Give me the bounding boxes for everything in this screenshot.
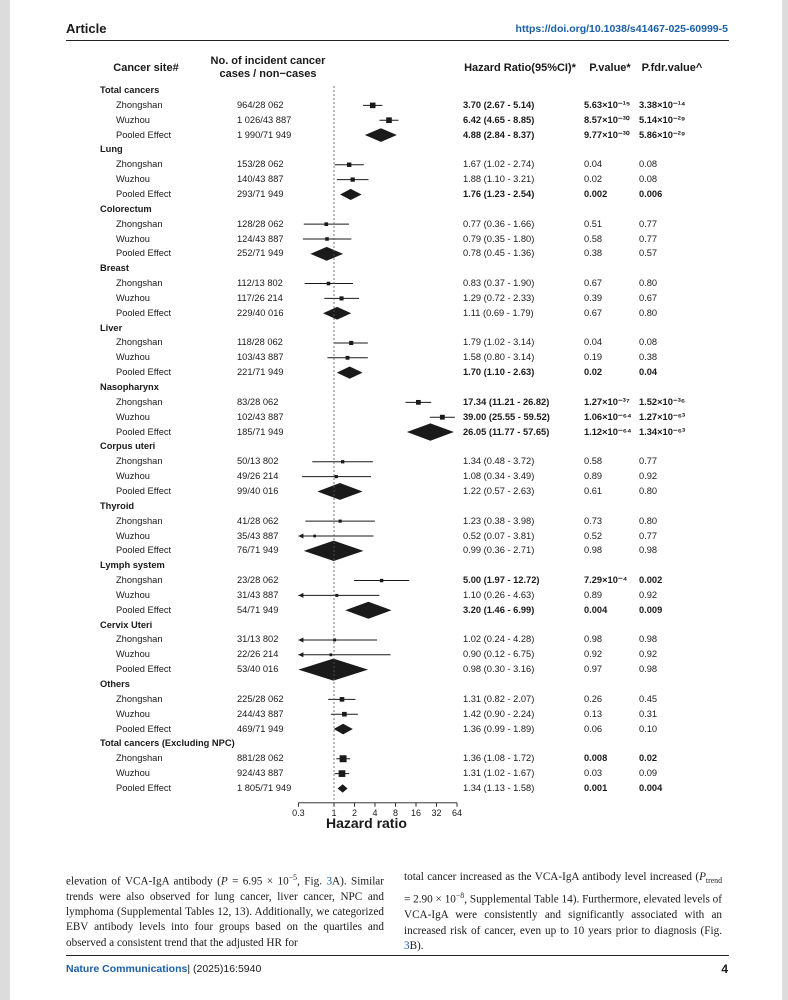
row-label: Wuzhou — [116, 352, 150, 363]
p-value: 0.61 — [584, 485, 603, 496]
hazard-ratio-ci: 0.78 (0.45 - 1.36) — [463, 248, 535, 259]
point-estimate — [339, 770, 346, 777]
hazard-ratio-ci: 1.67 (1.02 - 2.74) — [463, 159, 535, 170]
ci-arrow — [298, 637, 303, 642]
group-name: Others — [100, 679, 130, 689]
point-estimate — [333, 638, 336, 641]
row-label: Wuzhou — [116, 649, 150, 660]
row-label: Zhongshan — [116, 634, 163, 645]
row-label: Pooled Effect — [116, 664, 172, 675]
hazard-ratio-ci: 1.58 (0.80 - 3.14) — [463, 352, 535, 363]
p-fdr-value: 0.77 — [639, 456, 658, 467]
forest-plot — [10, 0, 782, 860]
row-label: Zhongshan — [116, 575, 163, 586]
p-value: 1.27×10⁻³⁷ — [584, 396, 630, 407]
hazard-ratio-ci: 1.23 (0.38 - 3.98) — [463, 515, 535, 526]
hazard-ratio-ci: 0.98 (0.30 - 3.16) — [463, 664, 535, 675]
p-value: 0.26 — [584, 693, 603, 704]
case-count: 54/71 949 — [237, 604, 279, 615]
point-estimate — [330, 653, 333, 656]
pooled-diamond — [365, 128, 397, 142]
case-count: 102/43 887 — [237, 411, 284, 422]
row-label: Wuzhou — [116, 114, 150, 125]
col-header-cases-line2: cases / non−cases — [219, 68, 317, 80]
p-fdr-value: 0.002 — [639, 575, 663, 586]
case-count: 252/71 949 — [237, 248, 284, 259]
point-estimate — [346, 356, 350, 360]
p-value: 0.13 — [584, 708, 603, 719]
p-value: 0.19 — [584, 352, 603, 363]
p-value: 0.51 — [584, 218, 603, 229]
hazard-ratio-ci: 6.42 (4.65 - 8.85) — [463, 114, 535, 125]
group-name: Cervix Uteri — [100, 619, 153, 630]
hazard-ratio-ci: 5.00 (1.97 - 12.72) — [463, 575, 540, 586]
row-label: Pooled Effect — [116, 188, 172, 199]
p-value: 9.77×10⁻³⁰ — [584, 129, 630, 140]
p-fdr-value: 3.38×10⁻¹⁴ — [639, 99, 686, 110]
pooled-diamond — [334, 724, 353, 735]
point-estimate — [386, 117, 392, 123]
col-header-pfdr: P.fdr.value^ — [641, 62, 703, 74]
case-count: 229/40 016 — [237, 307, 284, 318]
p-fdr-value: 0.80 — [639, 515, 658, 526]
p-value: 5.63×10⁻¹⁵ — [584, 99, 631, 110]
p-value: 0.89 — [584, 589, 603, 600]
case-count: 23/28 062 — [237, 575, 279, 586]
hazard-ratio-ci: 26.05 (11.77 - 57.65) — [463, 426, 550, 437]
p-fdr-value: 0.02 — [639, 753, 658, 764]
p-value: 8.57×10⁻³⁰ — [584, 114, 630, 125]
group-name: Nasopharynx — [100, 382, 159, 392]
p-fdr-value: 0.98 — [639, 545, 658, 556]
x-tick-label: 0.3 — [292, 807, 305, 818]
hazard-ratio-ci: 1.29 (0.72 - 2.33) — [463, 292, 535, 303]
point-estimate — [339, 520, 342, 523]
p-fdr-value: 0.92 — [639, 589, 658, 600]
case-count: 22/26 214 — [237, 649, 279, 660]
hazard-ratio-ci: 17.34 (11.21 - 26.82) — [463, 396, 550, 407]
row-label: Wuzhou — [116, 708, 150, 719]
point-estimate — [440, 415, 445, 420]
p-fdr-value: 0.09 — [639, 768, 658, 779]
row-label: Wuzhou — [116, 174, 150, 185]
row-label: Pooled Effect — [116, 782, 172, 793]
case-count: 185/71 949 — [237, 426, 284, 437]
x-axis-title: Hazard ratio — [326, 815, 407, 831]
point-estimate — [335, 475, 338, 478]
journal-name[interactable]: Nature Communications — [66, 963, 188, 975]
pooled-diamond — [407, 423, 454, 440]
hazard-ratio-ci: 0.90 (0.12 - 6.75) — [463, 649, 535, 660]
case-count: 1 990/71 949 — [237, 129, 292, 140]
pooled-diamond — [338, 784, 348, 792]
x-tick-label: 4 — [372, 807, 378, 818]
case-count: 112/13 802 — [237, 278, 283, 289]
footer-divider — [66, 955, 729, 956]
p-value: 0.06 — [584, 723, 603, 734]
case-count: 83/28 062 — [237, 396, 279, 407]
pooled-diamond — [337, 367, 363, 379]
case-count: 50/13 802 — [237, 456, 279, 467]
hazard-ratio-ci: 39.00 (25.55 - 59.52) — [463, 411, 550, 422]
row-label: Wuzhou — [116, 411, 150, 422]
hazard-ratio-ci: 1.08 (0.34 - 3.49) — [463, 471, 535, 482]
group-name: Breast — [100, 263, 129, 274]
group-name: Total cancers (Excluding NPC) — [100, 738, 235, 749]
p-value: 0.38 — [584, 248, 603, 259]
x-tick-label: 64 — [451, 807, 463, 818]
case-count: 881/28 062 — [237, 753, 284, 764]
case-count: 118/28 062 — [237, 337, 283, 348]
row-label: Pooled Effect — [116, 248, 172, 259]
p-value: 0.001 — [584, 782, 608, 793]
p-value: 0.58 — [584, 456, 603, 467]
row-label: Pooled Effect — [116, 129, 172, 140]
hazard-ratio-ci: 1.36 (0.99 - 1.89) — [463, 723, 535, 734]
x-tick-label: 32 — [431, 807, 442, 818]
p-value: 0.73 — [584, 515, 603, 526]
row-label: Wuzhou — [116, 589, 150, 600]
pooled-diamond — [310, 247, 343, 261]
case-count: 1 026/43 887 — [237, 114, 292, 125]
figure-reference[interactable]: 3 — [326, 875, 333, 888]
p-fdr-value: 0.80 — [639, 485, 658, 496]
row-label: Wuzhou — [116, 768, 150, 779]
group-name: Colorectum — [100, 203, 152, 214]
p-value: 7.29×10⁻⁴ — [584, 575, 628, 586]
case-count: 31/13 802 — [237, 634, 279, 645]
row-label: Zhongshan — [116, 99, 163, 110]
point-estimate — [351, 177, 355, 181]
hazard-ratio-ci: 0.79 (0.35 - 1.80) — [463, 233, 535, 244]
case-count: 293/71 949 — [237, 188, 284, 199]
col-header-hr: Hazard Ratio(95%CI)* — [464, 62, 576, 74]
hazard-ratio-ci: 1.22 (0.57 - 2.63) — [463, 485, 535, 496]
p-fdr-value: 0.67 — [639, 292, 658, 303]
p-fdr-value: 1.52×10⁻³⁶ — [639, 396, 686, 407]
p-fdr-value: 0.98 — [639, 664, 658, 675]
hazard-ratio-ci: 1.79 (1.02 - 3.14) — [463, 337, 535, 348]
hazard-ratio-ci: 4.88 (2.84 - 8.37) — [463, 129, 535, 140]
point-estimate — [324, 222, 328, 226]
p-fdr-value: 5.14×10⁻²⁹ — [639, 114, 686, 125]
body-text-right: total cancer increased as the VCA-IgA antibody level increased ($P_{trend} = 2.90 \times 10^{-8}$, Supplemental Table 14). Furthermore, elevated levels of VCA-IgA were consistently and significantly associated with an increased risk of cancer, even up to 10 years prior to diagnosis (Fig. 3B). — [404, 871, 722, 952]
p-value: 0.004 — [584, 604, 608, 615]
case-count: 124/43 887 — [237, 233, 284, 244]
hazard-ratio-ci: 3.70 (2.67 - 5.14) — [463, 99, 535, 110]
doi-link[interactable]: https://doi.org/10.1038/s41467-025-60999-5 — [515, 23, 728, 35]
p-value: 0.89 — [584, 471, 603, 482]
p-value: 0.39 — [584, 292, 603, 303]
p-value: 0.52 — [584, 530, 603, 541]
x-tick-label: 1 — [331, 807, 337, 818]
p-fdr-value: 0.31 — [639, 708, 658, 719]
point-estimate — [327, 282, 331, 286]
row-label: Pooled Effect — [116, 307, 172, 318]
x-tick-label: 2 — [351, 807, 358, 818]
row-label: Pooled Effect — [116, 426, 172, 437]
hazard-ratio-ci: 1.42 (0.90 - 2.24) — [463, 708, 535, 719]
section-label: Article — [66, 21, 107, 36]
row-label: Pooled Effect — [116, 723, 172, 734]
p-fdr-value: 0.57 — [639, 248, 658, 259]
case-count: 41/28 062 — [237, 515, 279, 526]
point-estimate — [313, 535, 316, 538]
group-name: Total cancers — [100, 85, 160, 95]
row-label: Zhongshan — [116, 515, 163, 526]
p-fdr-value: 0.77 — [639, 233, 658, 244]
point-estimate — [340, 697, 345, 702]
row-label: Wuzhou — [116, 233, 150, 244]
hazard-ratio-ci: 1.11 (0.69 - 1.79) — [463, 307, 534, 318]
p-fdr-value: 0.77 — [639, 218, 658, 229]
p-value: 0.97 — [584, 664, 603, 675]
row-label: Pooled Effect — [116, 604, 172, 615]
row-label: Zhongshan — [116, 456, 163, 467]
p-fdr-value: 0.38 — [639, 352, 658, 363]
pooled-diamond — [298, 659, 368, 681]
hazard-ratio-ci: 3.20 (1.46 - 6.99) — [463, 604, 535, 615]
row-label: Zhongshan — [116, 693, 163, 704]
p-fdr-value: 0.77 — [639, 530, 658, 541]
group-name: Lymph system — [100, 560, 165, 571]
row-label: Zhongshan — [116, 159, 163, 170]
case-count: 469/71 949 — [237, 723, 284, 734]
case-count: 31/43 887 — [237, 589, 279, 600]
row-label: Wuzhou — [116, 292, 150, 303]
case-count: 103/43 887 — [237, 352, 284, 363]
point-estimate — [340, 755, 347, 762]
point-estimate — [342, 712, 347, 717]
p-fdr-value: 0.004 — [639, 782, 663, 793]
row-label: Wuzhou — [116, 471, 150, 482]
col-header-site: Cancer site# — [113, 62, 179, 74]
case-count: 1 805/71 949 — [237, 782, 292, 793]
row-label: Zhongshan — [116, 753, 163, 764]
ci-arrow — [298, 534, 303, 539]
point-estimate — [349, 341, 353, 345]
body-text-left: elevation of VCA-IgA antibody ($P = 6.95 \times 10^{-5}$, Fig. 3A). Similar trends were also observed for lung cancer, liver cancer, NPC and lymphoma (Supplemental Tables 12, 13). Additionally, we categorized EBV antibody levels into four groups based on the quartiles and observed a consistent trend that the adjusted HR for — [66, 873, 384, 949]
p-value: 0.98 — [584, 545, 603, 556]
point-estimate — [380, 579, 383, 582]
case-count: 140/43 887 — [237, 174, 284, 185]
p-fdr-value: 0.08 — [639, 174, 658, 185]
footer-journal — [66, 963, 261, 975]
p-value: 0.02 — [584, 367, 603, 378]
p-value: 0.04 — [584, 159, 603, 170]
p-fdr-value: 0.45 — [639, 693, 658, 704]
group-name: Thyroid — [100, 500, 135, 511]
p-fdr-value: 0.92 — [639, 471, 658, 482]
row-label: Wuzhou — [116, 530, 150, 541]
point-estimate — [341, 460, 344, 463]
group-name: Lung — [100, 144, 123, 155]
hazard-ratio-ci: 1.36 (1.08 - 1.72) — [463, 753, 535, 764]
point-estimate — [347, 163, 351, 167]
point-estimate — [416, 400, 421, 405]
case-count: 221/71 949 — [237, 367, 284, 378]
hazard-ratio-ci: 1.76 (1.23 - 2.54) — [463, 188, 535, 199]
page — [10, 0, 782, 1000]
p-value: 0.92 — [584, 649, 603, 660]
hazard-ratio-ci: 1.10 (0.26 - 4.63) — [463, 589, 535, 600]
hazard-ratio-ci: 1.34 (1.13 - 1.58) — [463, 782, 535, 793]
point-estimate — [370, 103, 376, 109]
hazard-ratio-ci: 0.77 (0.36 - 1.66) — [463, 218, 535, 229]
hazard-ratio-ci: 1.31 (0.82 - 2.07) — [463, 693, 535, 704]
case-count: 225/28 062 — [237, 693, 284, 704]
point-estimate — [335, 594, 338, 597]
ci-arrow — [298, 652, 303, 657]
case-count: 244/43 887 — [237, 708, 284, 719]
point-estimate — [339, 296, 343, 300]
row-label: Zhongshan — [116, 278, 163, 289]
hazard-ratio-ci: 1.34 (0.48 - 3.72) — [463, 456, 535, 467]
point-estimate — [325, 237, 329, 241]
p-fdr-value: 0.10 — [639, 723, 658, 734]
pooled-diamond — [317, 483, 362, 500]
p-fdr-value: 5.86×10⁻²⁹ — [639, 129, 686, 140]
p-fdr-value: 1.27×10⁻⁶³ — [639, 411, 686, 422]
row-label: Pooled Effect — [116, 545, 172, 556]
row-label: Pooled Effect — [116, 367, 172, 378]
col-header-cases-line1: No. of incident cancer — [210, 55, 326, 67]
case-count: 49/26 214 — [237, 471, 279, 482]
p-value: 1.12×10⁻⁶⁴ — [584, 426, 632, 437]
p-fdr-value: 0.08 — [639, 159, 658, 170]
p-fdr-value: 0.98 — [639, 634, 658, 645]
case-count: 53/40 016 — [237, 664, 279, 675]
pooled-diamond — [345, 602, 391, 619]
row-label: Zhongshan — [116, 337, 163, 348]
hazard-ratio-ci: 0.83 (0.37 - 1.90) — [463, 278, 535, 289]
hazard-ratio-ci: 1.31 (1.02 - 1.67) — [463, 768, 535, 779]
p-value: 1.06×10⁻⁶⁴ — [584, 411, 632, 422]
case-count: 76/71 949 — [237, 545, 279, 556]
case-count: 35/43 887 — [237, 530, 279, 541]
row-label: Pooled Effect — [116, 485, 172, 496]
group-name: Liver — [100, 322, 123, 333]
hazard-ratio-ci: 0.52 (0.07 - 3.81) — [463, 530, 535, 541]
p-value: 0.58 — [584, 233, 603, 244]
p-value: 0.03 — [584, 768, 603, 779]
case-count: 964/28 062 — [237, 99, 284, 110]
p-value: 0.98 — [584, 634, 603, 645]
hazard-ratio-ci: 1.70 (1.10 - 2.63) — [463, 367, 535, 378]
page-number: 4 — [721, 962, 728, 976]
x-tick-label: 16 — [410, 807, 422, 818]
p-fdr-value: 0.006 — [639, 188, 663, 199]
p-value: 0.008 — [584, 753, 608, 764]
p-fdr-value: 0.80 — [639, 278, 658, 289]
p-fdr-value: 0.04 — [639, 367, 658, 378]
hazard-ratio-ci: 1.02 (0.24 - 4.28) — [463, 634, 535, 645]
case-count: 924/43 887 — [237, 768, 284, 779]
row-label: Zhongshan — [116, 396, 163, 407]
case-count: 128/28 062 — [237, 218, 284, 229]
x-tick-label: 8 — [392, 807, 399, 818]
p-value: 0.02 — [584, 174, 603, 185]
hazard-ratio-ci: 1.88 (1.10 - 3.21) — [463, 174, 535, 185]
p-fdr-value: 0.80 — [639, 307, 658, 318]
hazard-ratio-ci: 0.99 (0.36 - 2.71) — [463, 545, 535, 556]
case-count: 99/40 016 — [237, 485, 279, 496]
col-header-p: P.value* — [589, 62, 631, 74]
p-value: 0.002 — [584, 188, 608, 199]
case-count: 153/28 062 — [237, 159, 284, 170]
p-fdr-value: 1.34×10⁻⁶³ — [639, 426, 686, 437]
pooled-diamond — [323, 307, 351, 320]
p-value: 0.67 — [584, 307, 603, 318]
citation: | (2025)16:5940 — [187, 963, 262, 975]
figure-reference[interactable]: 3 — [404, 939, 410, 952]
case-count: 117/26 214 — [237, 292, 283, 303]
ci-arrow — [298, 593, 303, 598]
p-fdr-value: 0.92 — [639, 649, 658, 660]
p-value: 0.67 — [584, 278, 603, 289]
p-value: 0.04 — [584, 337, 603, 348]
p-fdr-value: 0.009 — [639, 604, 663, 615]
p-fdr-value: 0.08 — [639, 337, 658, 348]
pooled-diamond — [340, 189, 361, 200]
row-label: Zhongshan — [116, 218, 163, 229]
group-name: Corpus uteri — [100, 441, 156, 452]
